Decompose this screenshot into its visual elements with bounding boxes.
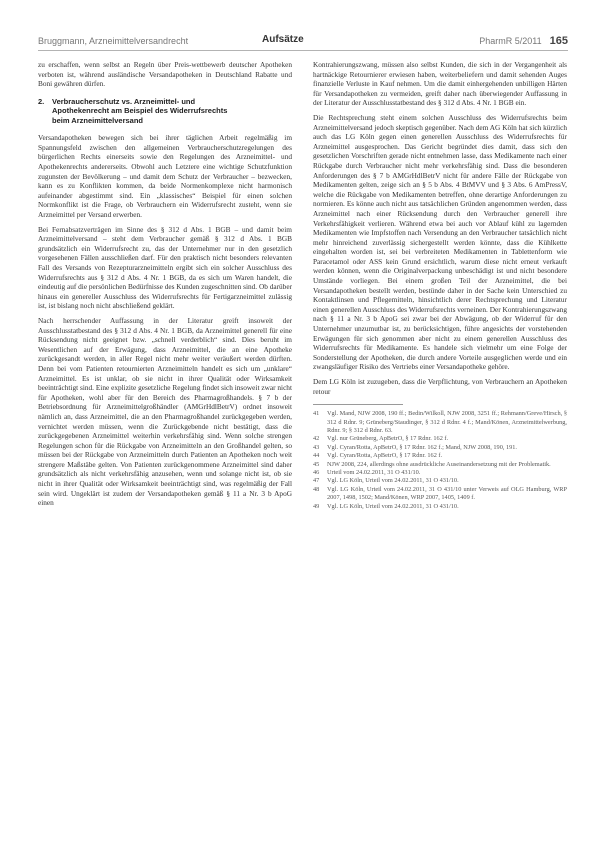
paragraph: Versandapotheken bewegen sich bei ihrer täglichen Arbeit regelmäßig im Spannungsfeld zwischen den allgemeinen Verbraucherschutzregelungen des bürgerlichen Rechts einerseits sowie den Regelungen des Arzneimittel- und Apothekenrechts andererseits. Obwohl auch Letztere eine wichtige Schutzfunktion zugunsten der Bevölkerung – und damit dem Schutz der Verbraucher – bezwecken, kann es zu Konflikten kommen, da beide Normenkomplexe nicht harmonisch aufeinander abgestimmt sind. Ein „klassisches“ Beispiel für einen solchen Normkonflikt ist die Frage, ob Verbrauchern ein Widerrufsrecht zusteht, wenn sie Arzneimittel per Versand erwerben. <box>38 133 292 220</box>
section-heading-line-1: Verbraucherschutz vs. Arzneimittel- und <box>52 96 196 106</box>
footnote <box>313 435 567 443</box>
running-header-author: Bruggmann, Arzneimittelversandrecht <box>38 36 189 46</box>
footnote-number: 45 <box>313 460 320 468</box>
page-number: 165 <box>549 35 568 47</box>
footnote-number: 49 <box>313 502 320 510</box>
footnote <box>313 477 567 485</box>
footnote-text: Urteil vom 24.02.2011, 31 O 431/10. <box>327 469 421 477</box>
footnote-text: Vgl. Cyran/Rotta, ApBetrO, § 17 Rdnr. 162 f. <box>327 452 443 460</box>
paragraph: Dem LG Köln ist zuzugeben, dass die Verpflichtung, von Verbrauchern an Apotheken retour <box>313 377 567 396</box>
footnote <box>313 469 567 477</box>
footnote <box>313 461 567 469</box>
footnote-text: Vgl. LG Köln, Urteil vom 24.02.2011, 31 O 431/10. <box>327 477 459 485</box>
footnote-number: 47 <box>313 477 320 485</box>
section-heading-line-3: beim Arzneimittelversand <box>52 115 143 125</box>
right-column <box>313 60 567 511</box>
paragraph-intro: zu erschaffen, wenn selbst an Regeln über Preis-wettbewerb deutscher Apotheken verboten ist, während ausländische Versandapotheken in Deutschland Rabatte und Boni gewähren dürfen. <box>38 60 292 89</box>
footnote-text: Vgl. Cyran/Rotta, ApBetrO, § 17 Rdnr. 162 f.; Mand, NJW 2008, 190, 191. <box>327 443 518 451</box>
section-number: 2. <box>38 96 45 106</box>
section-heading <box>38 97 292 126</box>
footnotes <box>313 410 567 511</box>
footnote-number: 48 <box>313 485 320 493</box>
journal-issue: PharmR 5/2011 <box>479 36 542 46</box>
paragraph: Bei Fernabsatzverträgen im Sinne des § 312 d Abs. 1 BGB – und damit beim Arzneimittelversand – steht dem Verbraucher gemäß § 312 d Abs. 1 BGB grundsätzlich ein Widerrufsrecht zu, das der Unternehmer nur in den gesetzlich vorgesehenen Fällen ausschließen darf. Für den praktisch nicht besonders relevanten Fall des Versands von Rezepturarzneimitteln ergibt sich ein solcher Ausschluss des Widerrufsrechts aus § 312 d Abs. 4 Nr. 1 BGB, da es sich um Waren handelt, die eindeutig auf die persönlichen Bedürfnisse des Kunden zugeschnitten sind. Ob darüber hinaus ein genereller Ausschluss des Widerrufsrechts für Fertigarzneimittel zulässig ist, ist bislang noch nicht abschließend geklärt. <box>38 224 292 311</box>
footnote <box>313 486 567 503</box>
left-column <box>38 60 292 513</box>
footnote-number: 46 <box>313 469 320 477</box>
footnote-text: Vgl. nur Grüneberg, ApBetrO, § 17 Rdnr. 162 f. <box>327 435 449 443</box>
footnote-text: Vgl. LG Köln, Urteil vom 24.02.2011, 31 O 431/10. <box>327 502 459 510</box>
footnote-number: 44 <box>313 452 320 460</box>
footnote <box>313 410 567 435</box>
footnote-rule <box>313 404 403 405</box>
paragraph: Kontrahierungszwang, müssen also selbst Kunden, die sich in der Vergangenheit als hartnäckige Retournierer erwiesen haben, weiterbeliefern und damit sehenden Auges finanzielle Verluste in Kauf nehmen. Um die damit einhergehenden unbilligen Härten für Versandapotheken zu vermeiden, greift daher nach überwiegender Auffassung in der Literatur der Ausschlusstatbestand des § 312 d Abs. 4 Nr. 1 BGB ein. <box>313 60 567 108</box>
footnote <box>313 503 567 511</box>
footnote-number: 43 <box>313 443 320 451</box>
footnote <box>313 444 567 452</box>
footnote-number: 41 <box>313 410 320 418</box>
footnote-number: 42 <box>313 435 320 443</box>
header-rule <box>38 50 568 51</box>
footnote-text: Vgl. LG Köln, Urteil vom 24.02.2011, 31 O 431/10 unter Verweis auf OLG Hamburg, WRP 2007, 1498, 1502; Mand/Könen, WRP 2007, 1405, 1409 f. <box>327 485 567 502</box>
section-heading-line-2: Apothekenrecht am Beispiel des Widerrufsrechts <box>52 106 228 116</box>
footnote-text: Vgl. Mand, NJW 2008, 190 ff.; Bedin/Wilkoll, NJW 2008, 3251 ff.; Rehmann/Greve/Hirsch, § 312 d Rdnr. 9; Grüneberg/Staudinger, § 312 d Rdnr. 4 f.; Mand/Könen, Arzneimittelwerbung, Rdnr. 9; § 312 d Rdnr. 63. <box>327 410 567 434</box>
running-header-journal <box>479 35 568 47</box>
running-header-section: Aufsätze <box>262 34 304 45</box>
paragraph: Nach herrschender Auffassung in der Literatur greift insoweit der Ausschlusstatbestand des § 312 d Abs. 4 Nr. 1 BGB, da Arzneimittel generell für eine Rücksendung nicht geeignet bzw. „schnell verderblich“ sind. Dies beruht im Wesentlichen auf der Erwägung, dass Arzneimittel, die an eine Apotheke zurückgesandt werden, in aller Regel nicht mehr weiter veräußert werden dürften. Denn bei vom Patienten retournierten Arzneimitteln handelt es sich um „unklare“ Arzneimittel. Es ist unklar, ob sie nicht in ihrer Qualität oder Wirksamkeit beeinträchtigt sind. Eine explizite gesetzliche Regelung findet sich insoweit zwar nicht für Apotheken, wohl aber für den Bereich des Pharmagroßhandels. § 7 b der Betriebsordnung für Arzneimittelgroßhändler (AMGrHdlBetrV) ordnet insoweit nämlich an, dass Arzneimittel, die an den Pharmagroßhandel zurückgegeben werden, vernichtet werden müssen, wenn die Zurückgebende nicht bestätigt, dass die zurückgegebenen Arzneimittel weiterhin verkehrsfähig sind. Wenn solche strengen Regelungen schon für die Rückgabe von Arzneimitteln an den Großhandel gelten, so müssen bei der Rückgabe von Arzneimitteln durch Patienten an Apotheken noch weit strengere Maßstäbe gelten. Von Patienten zurückgenommene Arzneimittel sind daher grundsätzlich als nicht verkehrsfähig anzusehen, wenn und solange nicht ist, ob sie nicht in ihrer Qualität oder Wirksamkeit beeinträchtigt sind, was regelmäßig der Fall sein wird. Ungeklärt ist zudem der Versandapotheken gemäß § 11 a Nr. 3 b ApoG einen <box>38 315 292 508</box>
footnote <box>313 452 567 460</box>
paragraph: Die Rechtsprechung steht einem solchen Ausschluss des Widerrufsrechts beim Arzneimittelversand jedoch skeptisch gegenüber. Nach dem AG Köln hat sich kürzlich auch das LG Köln gegen einen generellen Ausschluss des Widerrufsrechts für Arzneimittel ausgesprochen. Das Gericht begründet dies damit, dass sich den gesetzlichen Vorschriften gerade nicht entnehmen lasse, dass Medikamente nach einer Rückgabe durch Verbraucher nicht mehr verkehrsfähig sind. Dass die besonderen Anforderungen des § 7 b AMGrHdlBetrV nicht für andere Fälle der Rückgabe von Medikamenten gelten, zeige sich an § 5 b Abs. 4 BtMVV und § 3 Abs. 6 AmPressV, welche die Rückgabe von Medikamenten betreffen, ohne derartige Anforderungen zu normieren. Es könne auch nicht aus tatsächlichen Gründen angenommen werden, dass Arzneimittel nach einer Rücksendung durch den Verbraucher generell ihre Verkehrsfähigkeit verlieren. Während etwa bei auch vor Ablauf kühl zu lagernden Medikamenten wie Impfstoffen nach Versendung an den Verbraucher tatsächlich nicht mehr hinreichend zuverlässig sichergestellt werden könnte, dass die Kühlkette eingehalten worden ist, sei bei verbreiteten Medikamenten in Tablettenform wie Paracetamol oder ASS kein Grund ersichtlich, warum diese nicht erneut verkauft werden können, wenn die Originalverpackung unbeschädigt ist und nicht besondere Umstände vorliegen. Bei einem großen Teil der Arzneimittel, die bei Versandapotheken bestellt werden, bestünde daher in der Sache kein Unterschied zu Kontaktlinsen und Pflegemitteln, hinsichtlich derer Rechtsprechung und Literatur einen generellen Ausschluss des Widerrufsrechts verneinen. Der Kontrahierungszwang nach § 11 a Nr. 3 b ApoG sei zwar bei der Abwägung, ob der Widerruf für den Unternehmer unzumutbar ist, zu berücksichtigen, führe angesichts der vorstehenden Erwägungen für sich genommen aber nicht zu einem generellen Ausschluss des Widerrufsrechts für Medikamente. Es handele sich vielmehr um eine Folge der Sonderstellung der Apotheken, die durch andere Vorteile ausgeglichen werde und ein zwangsläufiger Risiko des Vertriebs einer Versandapotheke gehöre. <box>313 112 567 372</box>
footnote-text: NJW 2008, 224, allerdings ohne ausdrückliche Auseinandersetzung mit der Problematik. <box>327 460 551 468</box>
